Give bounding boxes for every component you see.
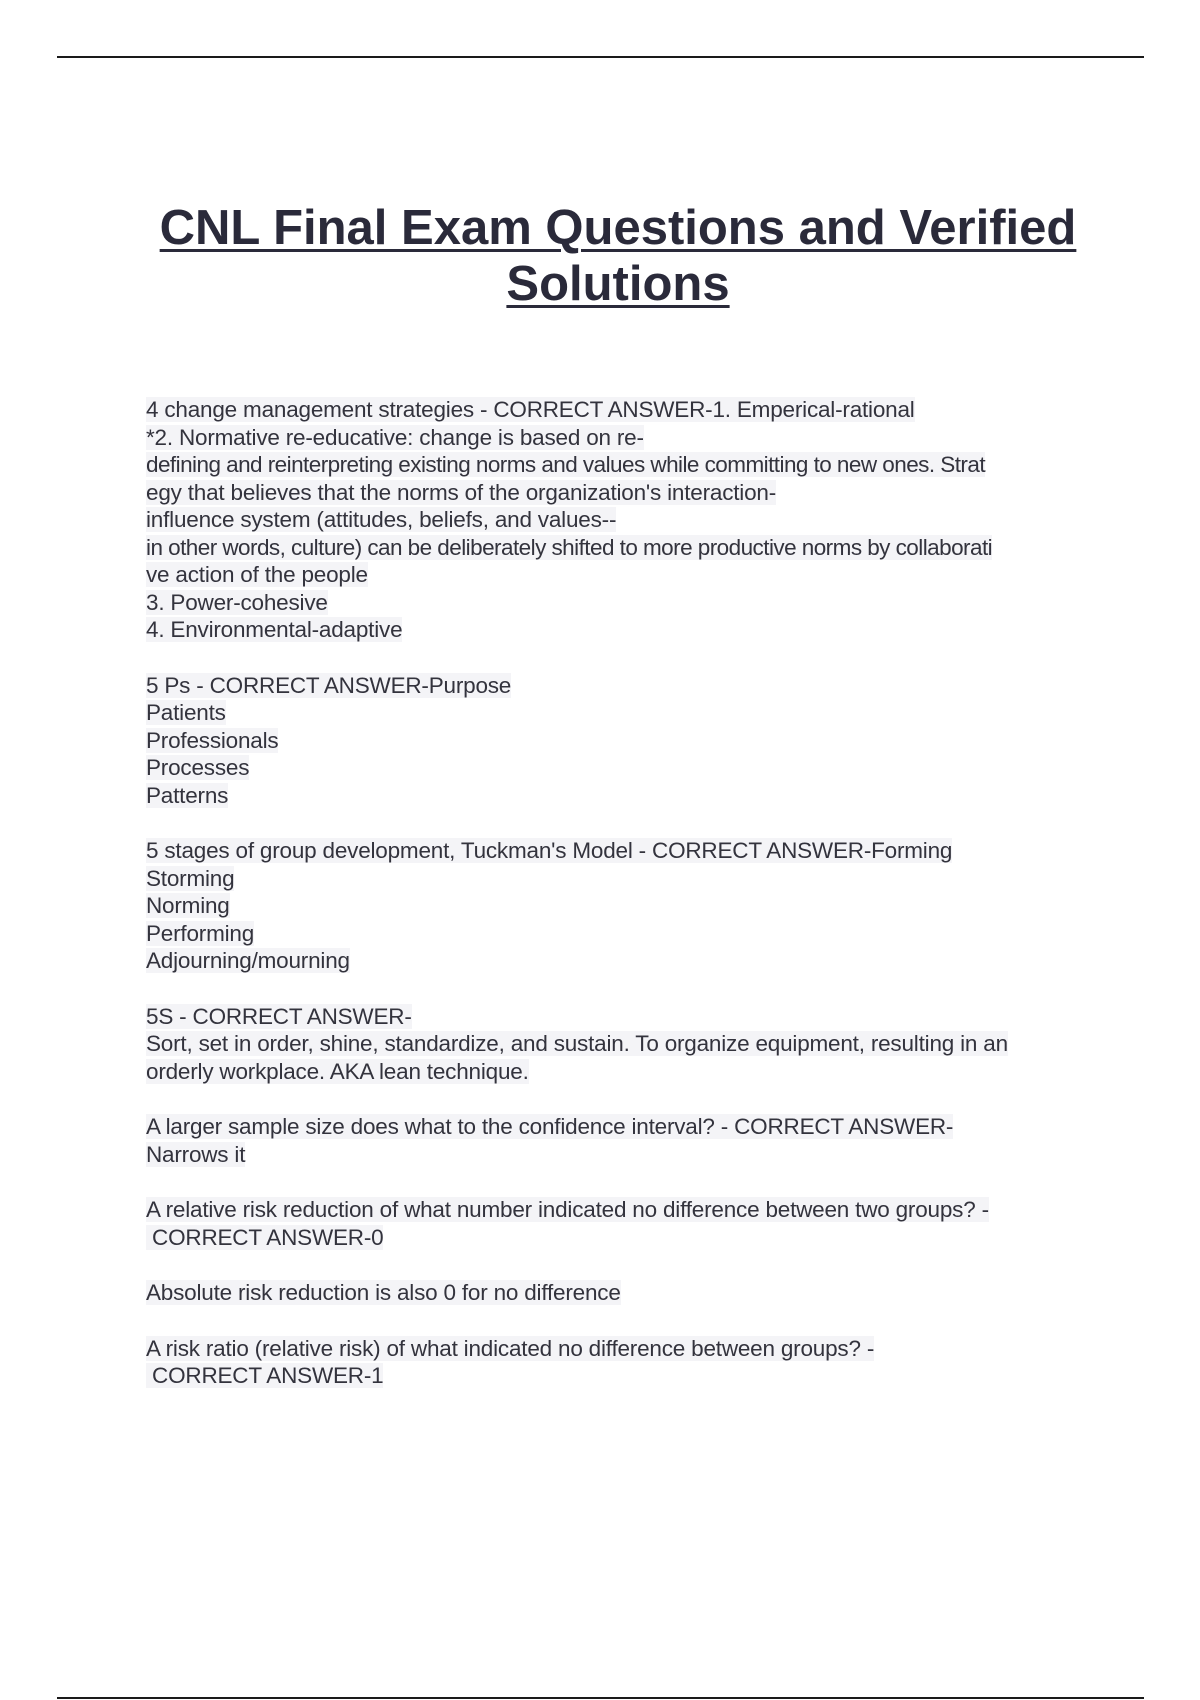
entry-line: influence system (attitudes, beliefs, and values-- [146, 507, 617, 532]
title-line-2: Solutions [506, 257, 730, 311]
qa-entry-risk-ratio [146, 1335, 1096, 1390]
entry-line: Professionals [146, 727, 279, 753]
qa-entry-tuckman-stages [146, 837, 1096, 975]
entry-line: 5S - CORRECT ANSWER- [146, 1003, 412, 1029]
entry-line: A larger sample size does what to the confidence interval? - CORRECT ANSWER- [146, 1114, 954, 1139]
entry-line: *2. Normative re-educative: change is based on re- [146, 424, 644, 450]
top-rule [57, 56, 1144, 58]
document-body [146, 396, 1096, 1418]
entry-line: CORRECT ANSWER-1 [146, 1363, 384, 1388]
entry-line: Adjourning/mourning [146, 948, 350, 973]
entry-line: ve action of the people [146, 562, 368, 587]
entry-line: Sort, set in order, shine, standardize, and sustain. To organize equipment, resulting in an [146, 1031, 1008, 1056]
entry-line: Patients [146, 700, 226, 725]
entry-line: in other words, culture) can be deliberately shifted to more productive norms by collaborati [146, 534, 993, 560]
entry-line: 3. Power-cohesive [146, 589, 328, 615]
entry-line: Patterns [146, 782, 229, 808]
entry-line: Narrows it [146, 1141, 246, 1167]
entry-line: 4. Environmental-adaptive [146, 617, 403, 642]
qa-entry-5-ps [146, 672, 1096, 810]
entry-line: A relative risk reduction of what number indicated no difference between two groups? - [146, 1197, 989, 1222]
entry-line: egy that believes that the norms of the organization's interaction- [146, 479, 777, 505]
entry-line: CORRECT ANSWER-0 [146, 1224, 384, 1250]
qa-entry-change-management [146, 396, 1096, 644]
qa-entry-absolute-risk-reduction [146, 1279, 1096, 1307]
entry-line: Storming [146, 865, 235, 891]
entry-line: 4 change management strategies - CORRECT ANSWER-1. Emperical-rational [146, 397, 915, 422]
entry-line: 5 Ps - CORRECT ANSWER-Purpose [146, 672, 512, 698]
entry-line: Performing [146, 920, 255, 946]
entry-line: orderly workplace. AKA lean technique. [146, 1058, 529, 1084]
entry-line: Absolute risk reduction is also 0 for no difference [146, 1280, 621, 1305]
qa-entry-5s [146, 1003, 1096, 1086]
bottom-rule [57, 1697, 1144, 1699]
qa-entry-relative-risk-reduction [146, 1196, 1096, 1251]
qa-entry-sample-size [146, 1113, 1096, 1168]
entry-line: A risk ratio (relative risk) of what indicated no difference between groups? - [146, 1335, 875, 1361]
entry-line: Norming [146, 893, 230, 918]
title-line-1: CNL Final Exam Questions and Verified [159, 201, 1077, 255]
document-title [0, 200, 1200, 312]
entry-line: Processes [146, 755, 250, 780]
entry-line: defining and reinterpreting existing norms and values while committing to new ones. Strat [146, 452, 986, 477]
entry-line: 5 stages of group development, Tuckman's Model - CORRECT ANSWER-Forming [146, 838, 953, 863]
